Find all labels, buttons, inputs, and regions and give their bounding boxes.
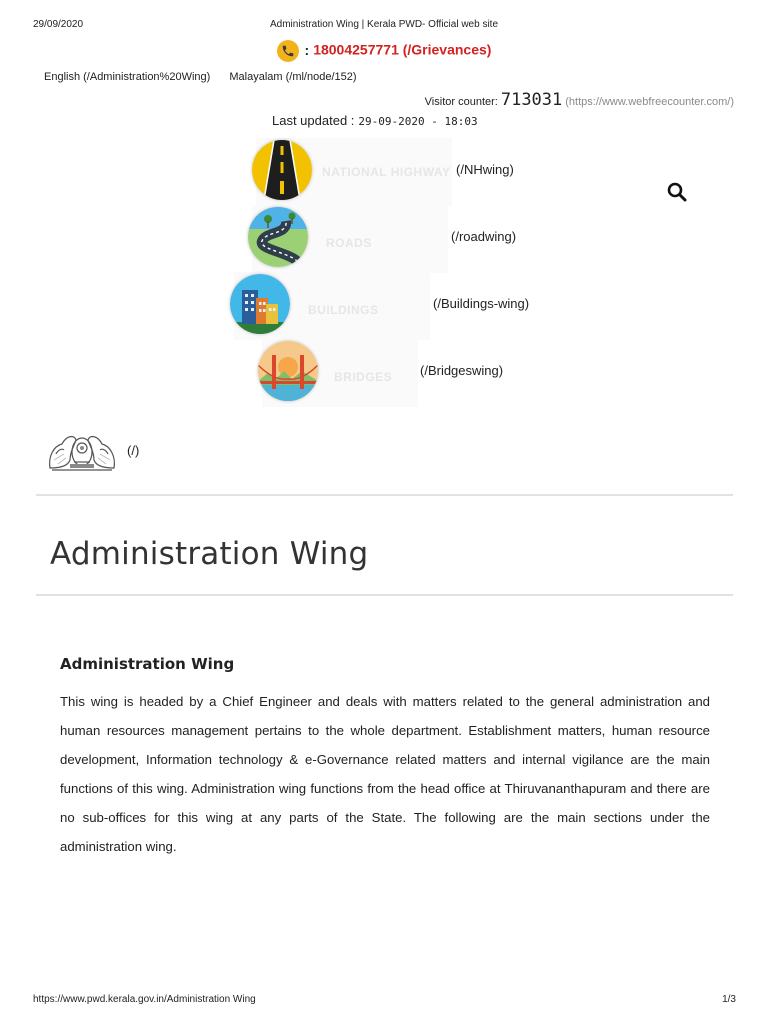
- section-heading: Administration Wing: [60, 655, 235, 673]
- visitor-count: 713031: [500, 90, 563, 110]
- language-link-malayalam[interactable]: Malayalam (/ml/node/152): [229, 71, 357, 83]
- visitor-counter: [425, 90, 734, 110]
- kerala-emblem-logo[interactable]: [44, 424, 120, 476]
- top-divider: [36, 494, 733, 496]
- wing-link-buildings[interactable]: (/Buildings-wing): [433, 296, 530, 311]
- helpline[interactable]: [0, 40, 768, 62]
- visitor-counter-link[interactable]: (https://www.webfreecounter.com/): [565, 96, 734, 108]
- wing-link-roads[interactable]: (/roadwing): [451, 229, 517, 244]
- last-updated-value: 29-09-2020 - 18:03: [358, 115, 478, 128]
- page-title: Administration Wing: [50, 536, 369, 572]
- helpline-link[interactable]: 18004257771 (/Grievances): [313, 41, 492, 58]
- national-highway-icon[interactable]: [252, 140, 312, 200]
- language-link-english[interactable]: English (/Administration%20Wing): [44, 71, 211, 83]
- home-link[interactable]: (/): [127, 443, 140, 458]
- print-date: 29/09/2020: [33, 19, 84, 30]
- wing-label-bridges: BRIDGES: [334, 370, 393, 384]
- visitor-counter-label: Visitor counter:: [424, 96, 498, 108]
- wing-label-buildings: BUILDINGS: [308, 303, 379, 317]
- print-page-number: 1/3: [722, 994, 736, 1005]
- print-page-title: Administration Wing | Kerala PWD- Official web site: [269, 19, 499, 30]
- language-switcher: [44, 71, 373, 83]
- last-updated: [272, 113, 478, 128]
- wing-label-roads: ROADS: [326, 236, 372, 250]
- helpline-separator: :: [304, 41, 310, 58]
- wing-link-nh[interactable]: (/NHwing): [456, 162, 514, 177]
- wing-label-nh: NATIONAL HIGHWAY: [322, 165, 451, 179]
- title-divider: [36, 594, 733, 596]
- bridges-icon[interactable]: [258, 341, 318, 401]
- last-updated-label: Last updated :: [272, 113, 355, 128]
- buildings-icon[interactable]: [230, 274, 290, 334]
- phone-icon: [277, 40, 299, 62]
- search-icon[interactable]: [667, 182, 687, 207]
- roads-icon[interactable]: [248, 207, 308, 267]
- wing-link-bridges[interactable]: (/Bridgeswing): [420, 363, 504, 378]
- print-footer-url: https://www.pwd.kerala.gov.in/Administration Wing: [33, 994, 256, 1005]
- body-paragraph: This wing is headed by a Chief Engineer and deals with matters related to the general administration and human resources management pertains to the whole department. Establishment matters, human resource development, Information technology & e-Governance related matters and internal vigilance are the main functions of this wing. Administration wing functions from the head office at Thiruvananthapuram and there are no sub-offices for this wing at any parts of the State. The following are the main sections under the administration wing.: [60, 694, 710, 854]
